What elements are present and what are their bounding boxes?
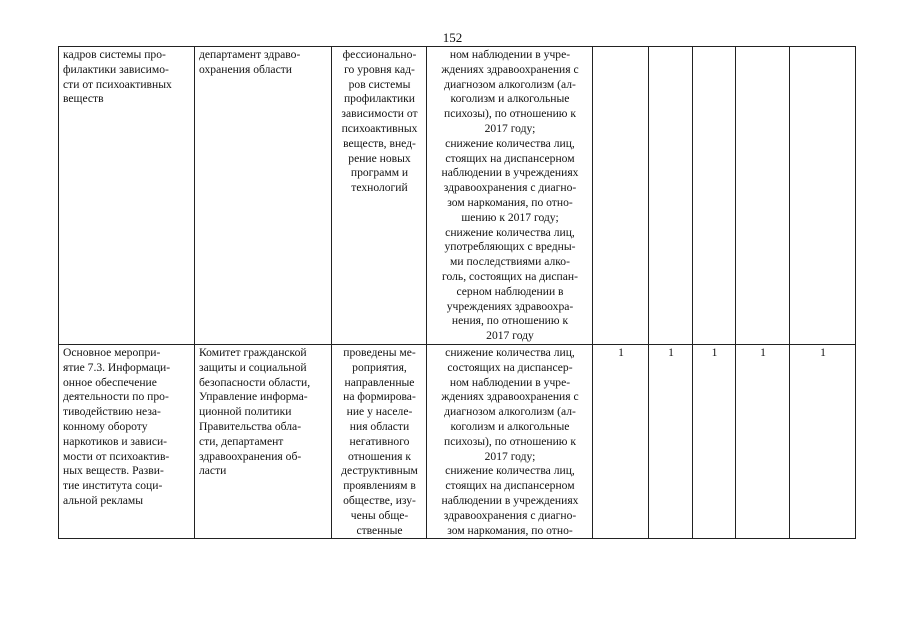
program-activities-table [58, 46, 856, 539]
indicator-link-cell: снижение количества лиц, состоящих на диспансер- ном наблюдении в учре- ждениях здравоохранения с диагнозом алкоголизм (ал- коголизм и алкогольные психозы), по отношению к 2017 году; снижение количества лиц, стоящих на диспансерном наблюдении в учреждениях здравоохранения с диагно- зом наркомания, по отно- [427, 344, 593, 538]
year-value-cell: 1 [693, 344, 736, 538]
activity-name-cell: кадров системы про- филактики зависимо- сти от психоактивных веществ [59, 47, 195, 345]
year-value-cell: 1 [736, 344, 790, 538]
year-value-cell: 1 [593, 344, 649, 538]
table-row [59, 47, 856, 345]
page-number: 152 [442, 30, 463, 45]
indicator-link-cell: ном наблюдении в учре- ждениях здравоохранения с диагнозом алкоголизм (ал- коголизм и алкогольные психозы), по отношению к 2017 году; снижение количества лиц, стоящих на диспансерном наблюдении в учреждениях здравоохранения с диагно- зом наркомания, по отно- шению к 2017 году; снижение количества лиц, употребляющих с вредны- ми последствиями алко- голь, состоящих на диспан- серном наблюдении в учреждениях здравоохра- нения, по отношению к 2017 году [427, 47, 593, 345]
year-value-cell [649, 47, 693, 345]
year-value-cell: 1 [790, 344, 856, 538]
expected-result-cell: проведены ме- роприятия, направленные на формирова- ние у населе- ния области негативного отношения к деструктивным проявлениям в обществе, изу- чены обще- ственные [332, 344, 427, 538]
year-value-cell [790, 47, 856, 345]
year-value-cell [593, 47, 649, 345]
responsible-executor-cell: департамент здраво- охранения области [195, 47, 332, 345]
year-value-cell [693, 47, 736, 345]
year-value-cell [736, 47, 790, 345]
year-value-cell: 1 [649, 344, 693, 538]
expected-result-cell: фессионально- го уровня кад- ров системы профилактики зависимости от психоактивных веществ, внед- рение новых программ и технологий [332, 47, 427, 345]
activity-name-cell: Основное меропри- ятие 7.3. Информаци- онное обеспечение деятельности по про- тиводействию неза- конному обороту наркотиков и зависи- мости от психоактив- ных веществ. Разви- тие института соци- альной рекламы [59, 344, 195, 538]
table-row [59, 344, 856, 538]
responsible-executor-cell: Комитет гражданской защиты и социальной безопасности области, Управление информа- ционной политики Правительства обла- сти, департамент здравоохранения об- ласти [195, 344, 332, 538]
